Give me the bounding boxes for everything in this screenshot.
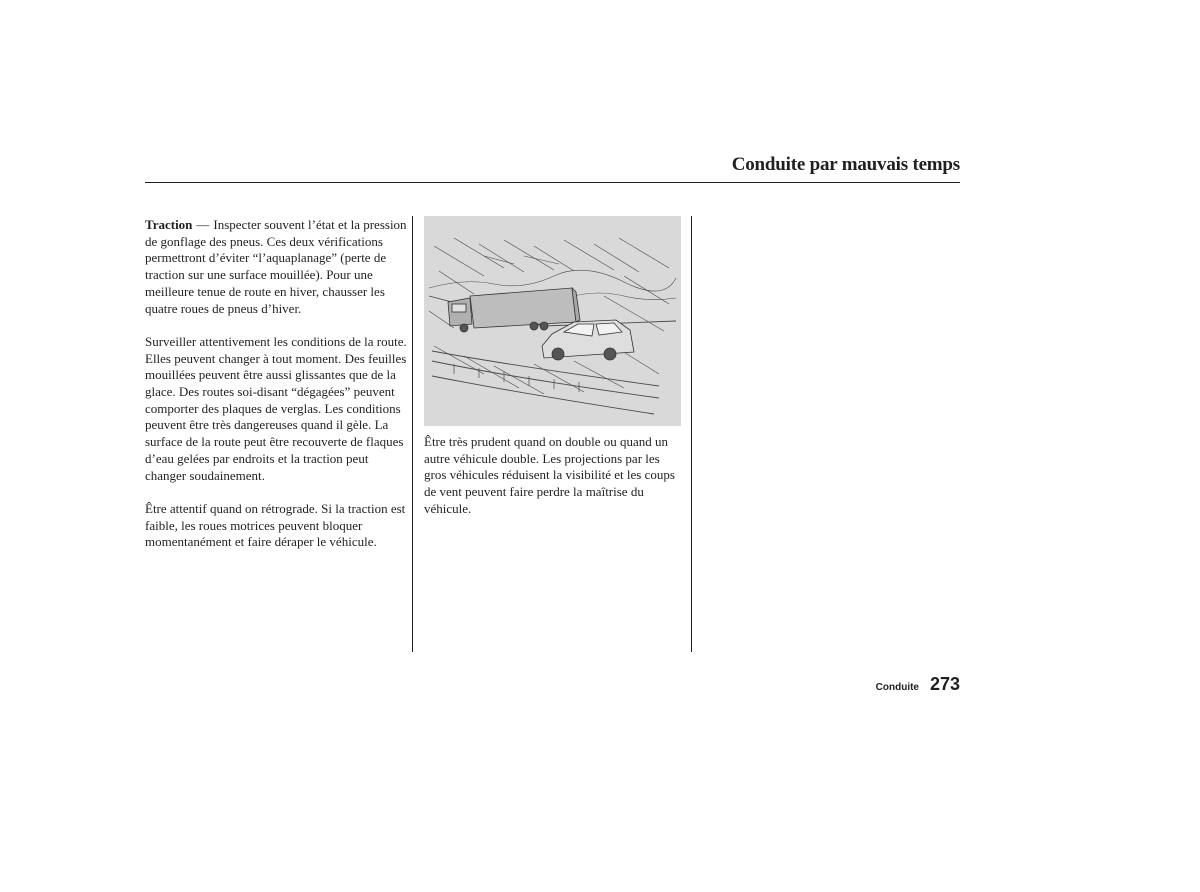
column-divider-left (412, 216, 413, 652)
illustration-caption: Être très prudent quand on double ou quand un autre véhicule double. Les projections par les gros véhicules réduisent la visibilité et les coups de vent peuvent faire perdre la maîtrise du véhicule. (424, 434, 675, 516)
footer-section-label: Conduite (875, 682, 919, 693)
traction-paragraph (145, 217, 407, 317)
title-rule (145, 182, 960, 183)
traction-dash: — (196, 217, 210, 232)
downshift-paragraph: Être attentif quand on rétrograde. Si la traction est faible, les roues motrices peuvent bloquer momentanément et faire déraper le véhicule. (145, 500, 406, 550)
truck-and-car-in-rain-illustration (424, 216, 681, 426)
middle-column (424, 434, 682, 534)
column-divider-right (691, 216, 692, 652)
traction-heading: Traction (145, 217, 193, 232)
left-column (145, 217, 407, 568)
page-title: Conduite par mauvais temps (731, 154, 960, 175)
traction-text: Inspecter souvent l’état et la pression de gonflage des pneus. Ces deux vérifications permettront d’éviter “l’aquaplanage” (perte de traction sur une surface mouillée). Pour une meilleure tenue de route en hiver, chausser les quatre roues de pneus d’hiver. (145, 217, 407, 316)
page-number: 273 (929, 674, 960, 694)
road-conditions-paragraph: Surveiller attentivement les conditions de la route. Elles peuvent changer à tout moment. Des feuilles mouillées peuvent être aussi glissantes que de la glace. Des routes soi-disant “dégagées” peuvent comporter des plaques de verglas. Les conditions peuvent être très dangereuses quand il gèle. La surface de la route peut être recouverte de flaques d’eau gelées par endroits et la traction peut changer soudainement. (145, 333, 407, 483)
